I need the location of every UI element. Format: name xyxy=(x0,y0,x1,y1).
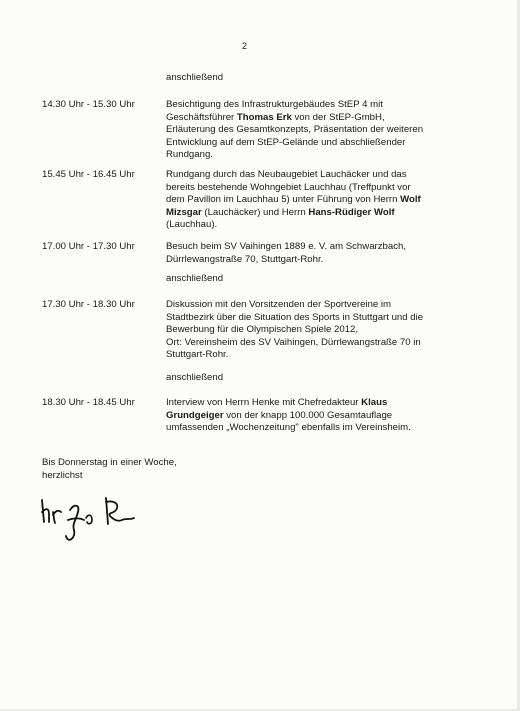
entry-description xyxy=(166,99,466,162)
description-line xyxy=(166,312,466,325)
description-line xyxy=(166,149,466,162)
entry-description xyxy=(166,169,466,232)
connector-text: anschließend xyxy=(166,372,224,383)
text-run: dem Pavillon im Lauchhau 5) unter Führung von Herrn xyxy=(166,194,401,206)
text-run: bereits bestehende Wohngebiet Lauchhau (Treffpunkt vor xyxy=(166,181,411,193)
text-run: Erläuterung des Gesamtkonzepts, Präsentation der weiteren xyxy=(166,124,424,136)
entry-time: 15.45 Uhr - 16.45 Uhr xyxy=(42,169,135,180)
text-run: Geschäftsführer xyxy=(166,111,237,123)
text-run: Interview von Herrn Henke mit Chefredakteur xyxy=(166,397,362,408)
entry-time: 17.00 Uhr - 17.30 Uhr xyxy=(42,241,135,252)
text-run: von der StEP-GmbH, xyxy=(291,111,385,123)
entry-description xyxy=(166,241,466,266)
description-line xyxy=(166,299,466,312)
connector-text: anschließend xyxy=(166,273,224,284)
text-run: Dürrlewangstraße 70, Stuttgart-Rohr. xyxy=(166,253,324,265)
description-line xyxy=(166,397,466,410)
text-run: (Lauchäcker) und Herrn xyxy=(201,206,309,218)
bold-name: Thomas Erk xyxy=(236,111,292,123)
description-line xyxy=(166,349,466,362)
closing-line: Bis Donnerstag in einer Woche, xyxy=(42,457,177,468)
text-run: umfassenden „Wochenzeitung" ebenfalls im Vereinsheim. xyxy=(166,422,411,434)
description-line xyxy=(166,324,466,337)
handwritten-signature xyxy=(38,490,148,550)
entry-time: 17.30 Uhr - 18.30 Uhr xyxy=(42,299,135,310)
text-run: Entwicklung auf dem StEP-Gelände und abschließender xyxy=(166,136,406,148)
text-run: Ort: Vereinsheim des SV Vaihingen, Dürrlewangstraße 70 in xyxy=(166,336,421,348)
entry-time: 18.30 Uhr - 18.45 Uhr xyxy=(42,397,135,408)
entry-description xyxy=(166,397,466,435)
entry-description xyxy=(166,299,466,362)
text-run: Stadtbezirk über die Situation des Sports in Stuttgart und die xyxy=(166,311,424,323)
description-line xyxy=(166,207,466,220)
text-run: Rundgang durch das Neubaugebiet Lauchäcker und das xyxy=(166,169,407,180)
description-line xyxy=(166,137,466,150)
bold-name: Klaus xyxy=(361,397,388,408)
text-run: Bewerbung für die Olympischen Spiele 2012, xyxy=(166,324,358,336)
text-run: Diskussion mit den Vorsitzenden der Sportvereine im xyxy=(166,299,392,310)
description-line xyxy=(166,169,466,182)
text-run: Stuttgart-Rohr. xyxy=(166,349,229,361)
description-line xyxy=(166,422,466,435)
closing-salutation: herzlichst xyxy=(42,470,83,481)
description-line xyxy=(166,241,466,254)
description-line xyxy=(166,410,466,423)
bold-name: Grundgeiger xyxy=(166,409,224,421)
description-line xyxy=(166,112,466,125)
text-run: Besichtigung des Infrastrukturgebäudes StEP 4 mit xyxy=(166,99,383,110)
text-run: Besuch beim SV Vaihingen 1889 e. V. am Schwarzbach, xyxy=(166,241,406,252)
bold-name: Hans-Rüdiger Wolf xyxy=(308,206,395,218)
description-line xyxy=(166,219,466,232)
text-run: Rundgang. xyxy=(166,149,213,161)
page-number: 2 xyxy=(242,41,248,51)
bold-name: Wolf xyxy=(400,194,421,206)
description-line xyxy=(166,182,466,195)
connector-text: anschließend xyxy=(166,72,224,83)
bold-name: Mizsgar xyxy=(166,206,202,218)
text-run: von der knapp 100.000 Gesamtauflage xyxy=(223,409,393,421)
description-line xyxy=(166,254,466,267)
entry-time: 14.30 Uhr - 15.30 Uhr xyxy=(42,99,135,110)
description-line xyxy=(166,124,466,137)
description-line xyxy=(166,194,466,207)
description-line xyxy=(166,99,466,112)
description-line xyxy=(166,337,466,350)
text-run: (Lauchhau). xyxy=(166,219,218,231)
